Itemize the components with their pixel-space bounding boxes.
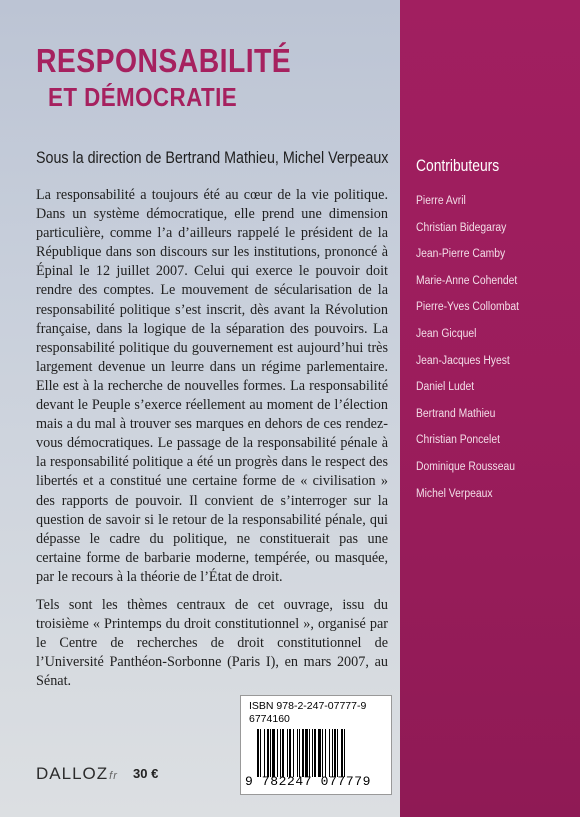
publisher-logo-text: DALLOZ <box>36 764 109 783</box>
contributor-item: Bertrand Mathieu <box>416 407 496 420</box>
contributor-item: Jean-Jacques Hyest <box>416 354 510 367</box>
contributor-item: Marie-Anne Cohendet <box>416 274 518 287</box>
title-line-2: ET DÉMOCRATIE <box>48 82 238 112</box>
contributor-item: Daniel Ludet <box>416 381 475 394</box>
blurb-paragraph-2: Tels sont les thèmes centraux de cet ouvrage, issu du troisième « Printemps du droit constitutionnel », organisé par le Centre de recherches de droit constitutionnel de l’Université Panthéon-Sorbonne (Paris I), en mars 2007, au Sénat. <box>36 596 388 690</box>
book-title <box>36 42 291 114</box>
publisher-logo <box>36 764 118 784</box>
contributor-item: Pierre Avril <box>416 195 466 207</box>
barcode-graphic <box>255 729 383 777</box>
barcode-digits: 9 782247 077779 <box>245 774 372 789</box>
price-label: 30 € <box>133 766 159 781</box>
blurb-paragraph-1: La responsabilité a toujours été au cœur de la vie politique. Dans un système démocratique, elle prend une dimension particulière, comme l’a d’ailleurs rappelé le président de la République dans son discours sur les institutions, prononcé à Épinal le 12 juillet 2007. Celui qui exerce le pouvoir doit rendre des comptes. Le mouvement de sécularisation de la responsabilité politique s’est inscrit, dès avant la Révolution française, dans la logique de la séparation des pouvoirs. La responsabilité politique du gouvernement est aujourd’hui très largement devenue un leurre dans un régime parlementaire. Elle est à la recherche de nouvelles formes. La responsabilité devant le Peuple s’exerce réellement au moment de l’élection mais a du mal à trouver ses marques en dehors de ces rendez-vous démocratiques. Le passage de la responsabilité pénale à la responsabilité politique a été un progrès dans le respect des libertés et a constitué une certaine forme de « civilisation » des rapports de pouvoir. Il convient de s’interroger sur la question de savoir si le retour de la responsabilité pénale, qui dépasse le cadre du politique, ne constituerait pas une certaine forme de barbarie moderne, tempérée, ou masquée, par le recours à la théorie de l’État de droit. <box>36 187 388 585</box>
title-line-1: RESPONSABILITÉ <box>36 42 292 79</box>
contributor-item: Pierre-Yves Collombat <box>416 301 519 314</box>
contributor-item: Christian Bidegaray <box>416 221 507 234</box>
contributor-item: Christian Poncelet <box>416 434 500 447</box>
blurb <box>36 186 388 700</box>
contributor-item: Jean-Pierre Camby <box>416 248 506 261</box>
contributors-list <box>416 188 530 507</box>
isbn-code: 6774160 <box>249 713 290 725</box>
editors-line: Sous la direction de Bertrand Mathieu, Michel Verpeaux <box>36 148 389 167</box>
isbn-sticker <box>240 695 392 795</box>
contributors-heading: Contributeurs <box>416 157 500 175</box>
isbn-number: ISBN 978-2-247-07777-9 <box>249 700 367 712</box>
contributor-item: Jean Gicquel <box>416 327 477 340</box>
contributor-item: Dominique Rousseau <box>416 460 515 473</box>
publisher-logo-suffix: fr <box>109 770 118 782</box>
contributor-item: Michel Verpeaux <box>416 487 493 500</box>
